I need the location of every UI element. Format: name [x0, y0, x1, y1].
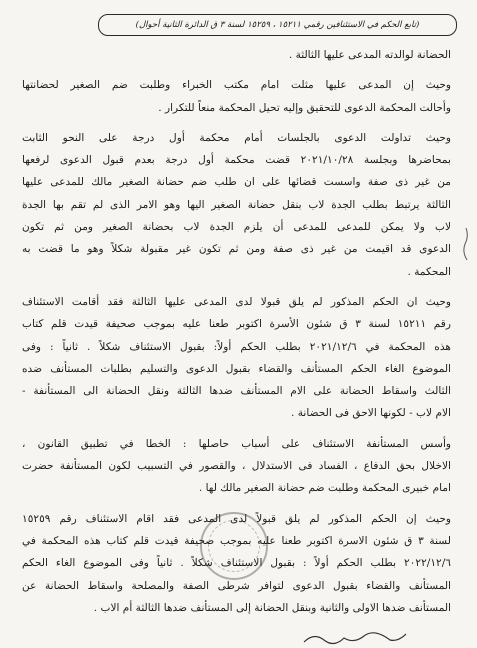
paragraph-gap	[22, 425, 451, 433]
text-line: الحضانة لوالدته المدعى عليها الثالثة .	[288, 49, 451, 61]
text-line: وحيث إن المدعى عليها مثلت امام مكتب الخبراء وطلبت ضم الصغير لحضانتها	[22, 79, 451, 92]
text-line: لاب ولا يمكن للمدعى للمدعى أن يلزم الجدة لاب بحضانة الصغير ومن ثم تكون	[22, 221, 451, 234]
text-line: وحيث ان الحكم المذكور لم يلق قبولا لدى المدعى عليها الثالثة فقد أقامت الاستئناف	[22, 295, 451, 308]
text-line: الموضوع الغاء الحكم المستأنف والقضاء بقبول الدعوى والتسليم بطلبات المستأنف ضده	[22, 362, 451, 375]
text-line: وأسس المستأنفة الاستئناف على أسباب حاصلها : الخطا في تطبيق القانون ،	[22, 437, 451, 450]
signature	[300, 628, 410, 648]
text-line: رقم ١٥٢١١ لسنة ٣ ق شئون الأسرة اكتوبر طعنا عليه بموجب صحيفة قيدت قلم كتاب	[22, 318, 451, 331]
court-stamp	[200, 512, 268, 580]
text-line: وحيث تداولت الدعوى بالجلسات أمام محكمة أول درجة على النحو الثابت	[22, 131, 451, 144]
text-line: الدعوى قد اقيمت من غير ذى صفة ومن ثم تكون غير مقبولة شكلاً وهو ما قضت به	[22, 243, 451, 256]
text-line: من غير ذى صفة واسست قضائها على ان طلب ضم حضانة الصغير مالك للمدعى عليها	[22, 176, 451, 189]
paragraph-gap	[22, 500, 451, 508]
text-line: المستأنف ضدها الاولى والثانية وبنقل الحضانة إلى المستأنف ضدها الثالثة أم الاب .	[93, 601, 451, 614]
text-line: بمحاضرها وبجلسة ٢٠٢١/١٠/٢٨ قضت محكمة أول درجة بعدم قبول الدعوى لرفعها	[22, 154, 451, 167]
text-line: وحيث إن الحكم المذكور لم يلق قبولاً لدى المدعى فقد اقام الاستئناف رقم ١٥٢٥٩	[22, 512, 451, 525]
margin-mark	[461, 226, 471, 266]
text-line: الثالثة يرتبط بطلب الجدة لاب بنقل حضانة الصغير اليها وهو الامر الذى لم تقم بها الجدة	[22, 198, 451, 211]
text-line: لسنة ٣ ق شئون الاسرة اكتوبر طعنا عليه بموجب صحيفة قيدت قلم كتاب هذه المحكمة في	[22, 534, 451, 547]
paragraph-gap	[22, 119, 451, 127]
text-line: المستأنف والقضاء بقبول الدعوى لتوافر شرطى الصفة والمصلحة واسقاط الحضانة عن	[22, 579, 451, 592]
text-line: الثالث واسقاط الحضانة على الام المستأنف ضدها الثالثة ونقل الحضانة الى المستأنفة -	[22, 385, 451, 398]
header-text: (تابع الحكم في الاستئنافين رقمي ١٥٢١١ ، ١٥٢٥٩ لسنة ٣ ق الدائرة الثانية أحوال)	[135, 20, 420, 30]
text-line: وأحالت المحكمة الدعوى للتحقيق وإليه تحيل المحكمة منعاً للتكرار .	[158, 101, 451, 114]
text-line: المحكمة .	[407, 265, 451, 278]
text-line: الام لاب - لكونها الاحق فى الحضانة .	[290, 407, 451, 420]
text-line: ٢٠٢٢/١٢/٦ بطلب الحكم أولاً : بقبول الاستئناف شكلاً . ثانياً وفى الموضوع الغاء الحكم	[22, 557, 451, 570]
paragraph-gap	[22, 283, 451, 291]
paragraph-gap	[22, 66, 451, 74]
text-line: هذه المحكمة في ٢٠٢١/١٢/٦ بطلب الحكم أولاً: بقبول الاستئناف شكلاً . ثانياً : وفى	[22, 340, 451, 353]
text-line: الاخلال بحق الدفاع ، الفساد فى الاستدلال ، والقصور في التسبيب لكون المستأنفة حضرت	[22, 460, 451, 473]
page-header	[98, 14, 457, 36]
text-line: امام خبيرى المحكمة وطلبت ضم حضانة الصغير مالك لها .	[198, 482, 451, 495]
